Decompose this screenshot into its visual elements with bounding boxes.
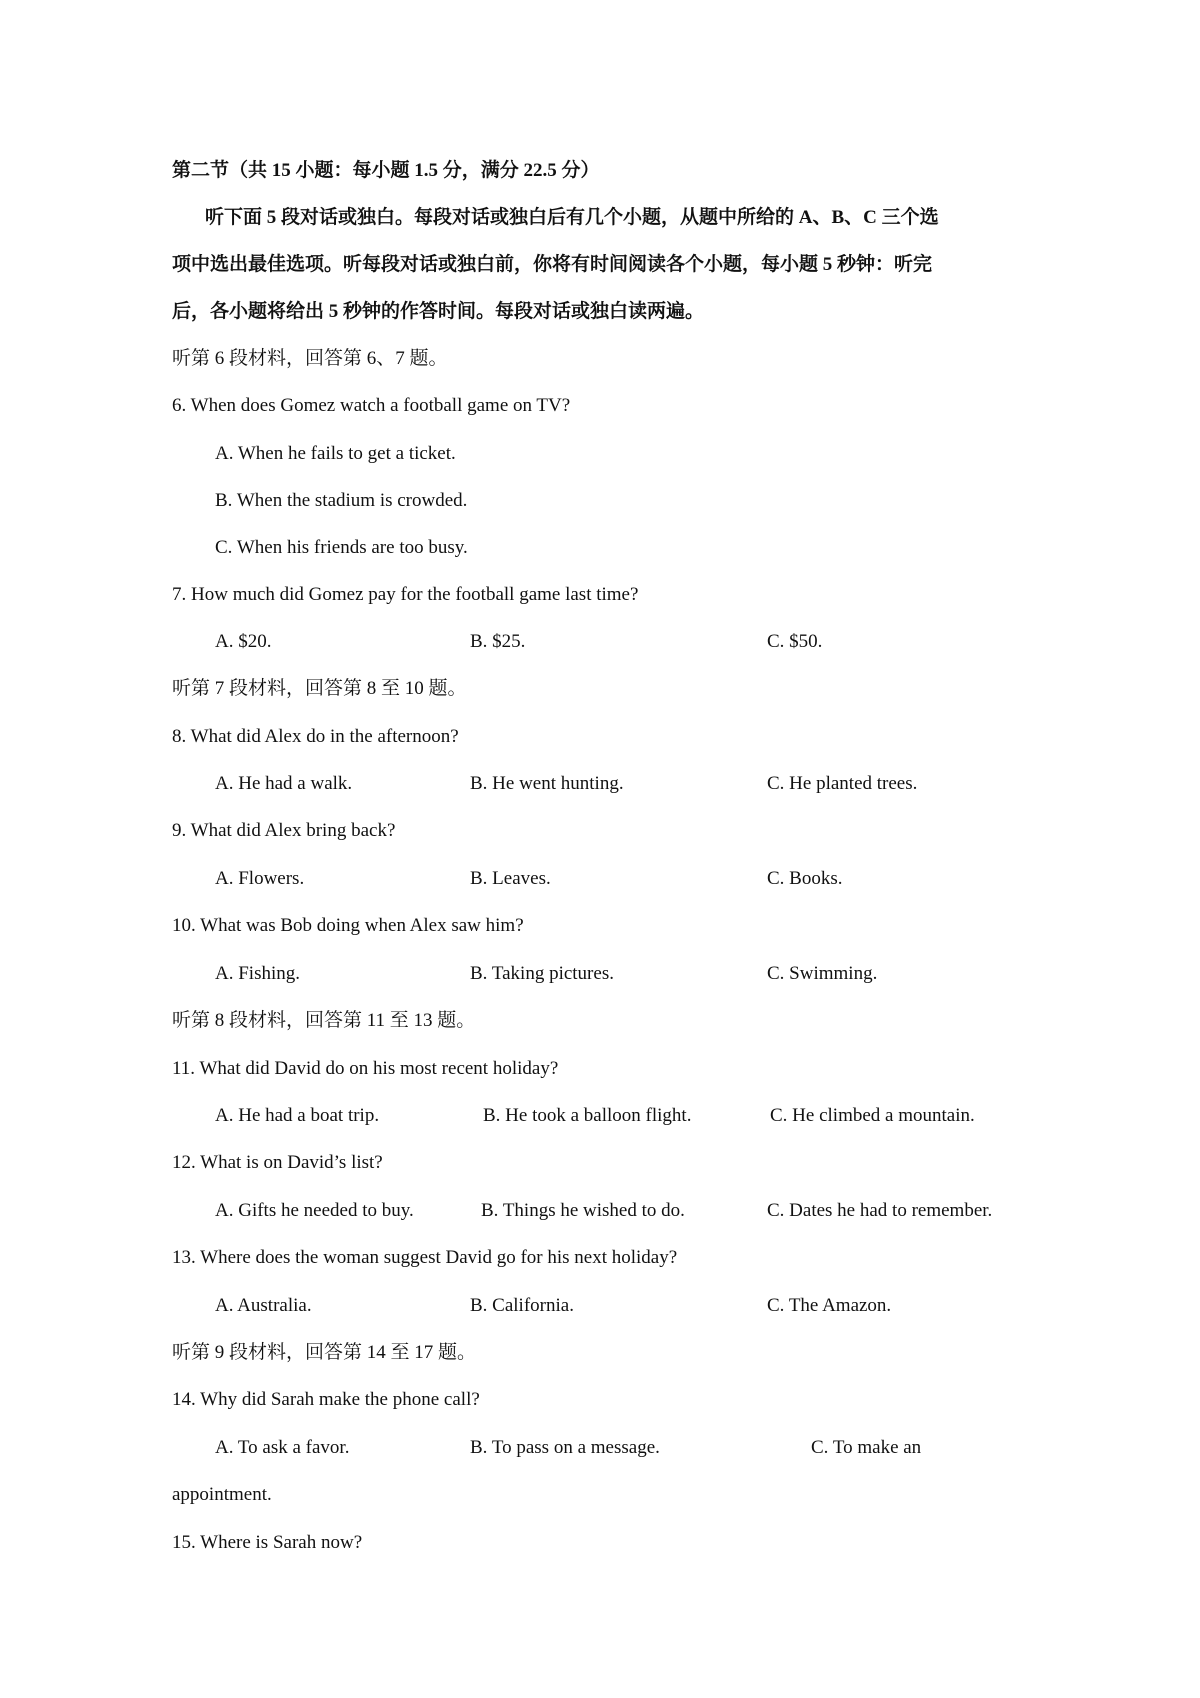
question-13: 13. Where does the woman suggest David go for his next holiday? bbox=[172, 1247, 678, 1268]
material-header-9: 听第 9 段材料，回答第 14 至 17 题。 bbox=[172, 1342, 477, 1363]
section-heading: 第二节（共 15 小题：每小题 1.5 分，满分 22.5 分） bbox=[172, 160, 600, 181]
question-14-option-c-continuation: appointment. bbox=[172, 1484, 272, 1505]
instruction-line-3: 后，各小题将给出 5 秒钟的作答时间。每段对话或独白读两遍。 bbox=[172, 301, 705, 322]
question-14-option-b: B. To pass on a message. bbox=[470, 1437, 660, 1458]
question-7: 7. How much did Gomez pay for the football game last time? bbox=[172, 584, 639, 605]
question-13-option-c: C. The Amazon. bbox=[767, 1295, 892, 1316]
question-13-option-b: B. California. bbox=[470, 1295, 574, 1316]
question-11-option-c: C. He climbed a mountain. bbox=[770, 1105, 975, 1126]
instruction-line-2: 项中选出最佳选项。听每段对话或独白前，你将有时间阅读各个小题，每小题 5 秒钟：听完 bbox=[172, 254, 933, 275]
question-12-option-a: A. Gifts he needed to buy. bbox=[215, 1200, 414, 1221]
question-8-option-c: C. He planted trees. bbox=[767, 773, 918, 794]
instruction-line-1: 听下面 5 段对话或独白。每段对话或独白后有几个小题，从题中所给的 A、B、C 三个选 bbox=[205, 207, 939, 228]
question-11-option-a: A. He had a boat trip. bbox=[215, 1105, 380, 1126]
question-8-option-b: B. He went hunting. bbox=[470, 773, 624, 794]
question-13-option-a: A. Australia. bbox=[215, 1295, 312, 1316]
question-6: 6. When does Gomez watch a football game on TV? bbox=[172, 395, 571, 416]
question-9-option-a: A. Flowers. bbox=[215, 868, 305, 889]
material-header-8: 听第 8 段材料，回答第 11 至 13 题。 bbox=[172, 1010, 476, 1031]
question-15: 15. Where is Sarah now? bbox=[172, 1532, 363, 1553]
question-8-option-a: A. He had a walk. bbox=[215, 773, 353, 794]
question-12-option-b: B. Things he wished to do. bbox=[481, 1200, 685, 1221]
question-10: 10. What was Bob doing when Alex saw him? bbox=[172, 915, 524, 936]
question-7-option-c: C. $50. bbox=[767, 631, 823, 652]
question-6-option-c: C. When his friends are too busy. bbox=[215, 537, 468, 558]
question-9-option-b: B. Leaves. bbox=[470, 868, 551, 889]
question-6-option-b: B. When the stadium is crowded. bbox=[215, 490, 468, 511]
question-7-option-a: A. $20. bbox=[215, 631, 272, 652]
question-14-option-c: C. To make an bbox=[811, 1437, 922, 1458]
question-14: 14. Why did Sarah make the phone call? bbox=[172, 1389, 480, 1410]
question-9: 9. What did Alex bring back? bbox=[172, 820, 396, 841]
question-10-option-a: A. Fishing. bbox=[215, 963, 300, 984]
question-10-option-b: B. Taking pictures. bbox=[470, 963, 614, 984]
question-11: 11. What did David do on his most recent holiday? bbox=[172, 1058, 559, 1079]
question-6-option-a: A. When he fails to get a ticket. bbox=[215, 443, 456, 464]
question-10-option-c: C. Swimming. bbox=[767, 963, 878, 984]
question-12-option-c: C. Dates he had to remember. bbox=[767, 1200, 993, 1221]
material-header-7: 听第 7 段材料，回答第 8 至 10 题。 bbox=[172, 678, 467, 699]
question-11-option-b: B. He took a balloon flight. bbox=[483, 1105, 692, 1126]
question-8: 8. What did Alex do in the afternoon? bbox=[172, 726, 459, 747]
question-9-option-c: C. Books. bbox=[767, 868, 843, 889]
question-7-option-b: B. $25. bbox=[470, 631, 526, 652]
question-12: 12. What is on David’s list? bbox=[172, 1152, 383, 1173]
question-14-option-a: A. To ask a favor. bbox=[215, 1437, 350, 1458]
material-header-6: 听第 6 段材料，回答第 6、7 题。 bbox=[172, 348, 448, 369]
